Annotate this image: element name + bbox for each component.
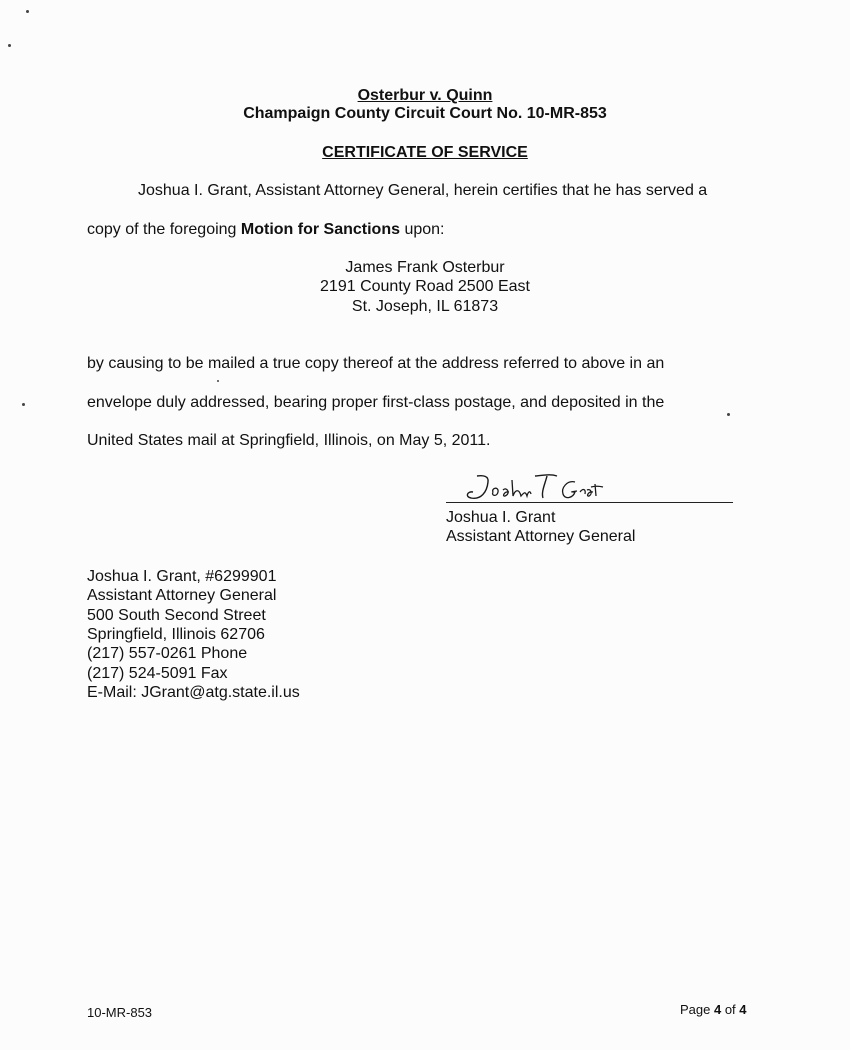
intro-line-2-after: upon: (400, 221, 445, 238)
contact-title: Assistant Attorney General (87, 587, 277, 604)
motion-title: Motion for Sanctions (240, 221, 400, 238)
recipient-street: 2191 County Road 2500 East (320, 278, 530, 295)
body-line-1: by causing to be mailed a true copy thereof at the address referred to above in an (87, 355, 665, 372)
page-total: 4 (739, 1002, 747, 1017)
scan-speck (727, 413, 730, 416)
certificate-heading: CERTIFICATE OF SERVICE (322, 144, 528, 161)
scan-speck (8, 44, 11, 47)
case-name: Osterbur v. Quinn (357, 87, 493, 104)
contact-city: Springfield, Illinois 62706 (87, 626, 265, 643)
contact-fax: (217) 524-5091 Fax (87, 665, 228, 682)
scan-speck (26, 10, 29, 13)
body-line-3: United States mail at Springfield, Illinois, on May 5, 2011. (87, 432, 491, 449)
signature-line (446, 502, 733, 503)
footer-case-number: 10-MR-853 (87, 1005, 153, 1020)
body-line-2: envelope duly addressed, bearing proper first-class postage, and deposited in the (87, 394, 665, 411)
intro-line-2-before: copy of the foregoing (87, 221, 241, 238)
scan-speck (22, 403, 25, 406)
handwritten-signature (455, 470, 615, 506)
page-current: 4 (713, 1002, 722, 1017)
page-of: of (721, 1002, 740, 1017)
contact-street: 500 South Second Street (87, 607, 266, 624)
page-number (680, 1002, 747, 1018)
signer-name: Joshua I. Grant (446, 509, 556, 526)
recipient-name: James Frank Osterbur (345, 259, 505, 276)
recipient-city: St. Joseph, IL 61873 (351, 298, 499, 315)
scan-speck (217, 380, 219, 382)
page-prefix: Page (680, 1002, 714, 1017)
contact-phone: (217) 557-0261 Phone (87, 645, 248, 662)
signer-title: Assistant Attorney General (446, 528, 636, 545)
court-number: Champaign County Circuit Court No. 10-MR-853 (243, 105, 607, 122)
contact-email: E-Mail: JGrant@atg.state.il.us (87, 684, 300, 701)
intro-line-1: Joshua I. Grant, Assistant Attorney General, herein certifies that he has served a (138, 182, 708, 199)
contact-name: Joshua I. Grant, #6299901 (87, 568, 277, 585)
intro-line-2 (87, 220, 444, 239)
